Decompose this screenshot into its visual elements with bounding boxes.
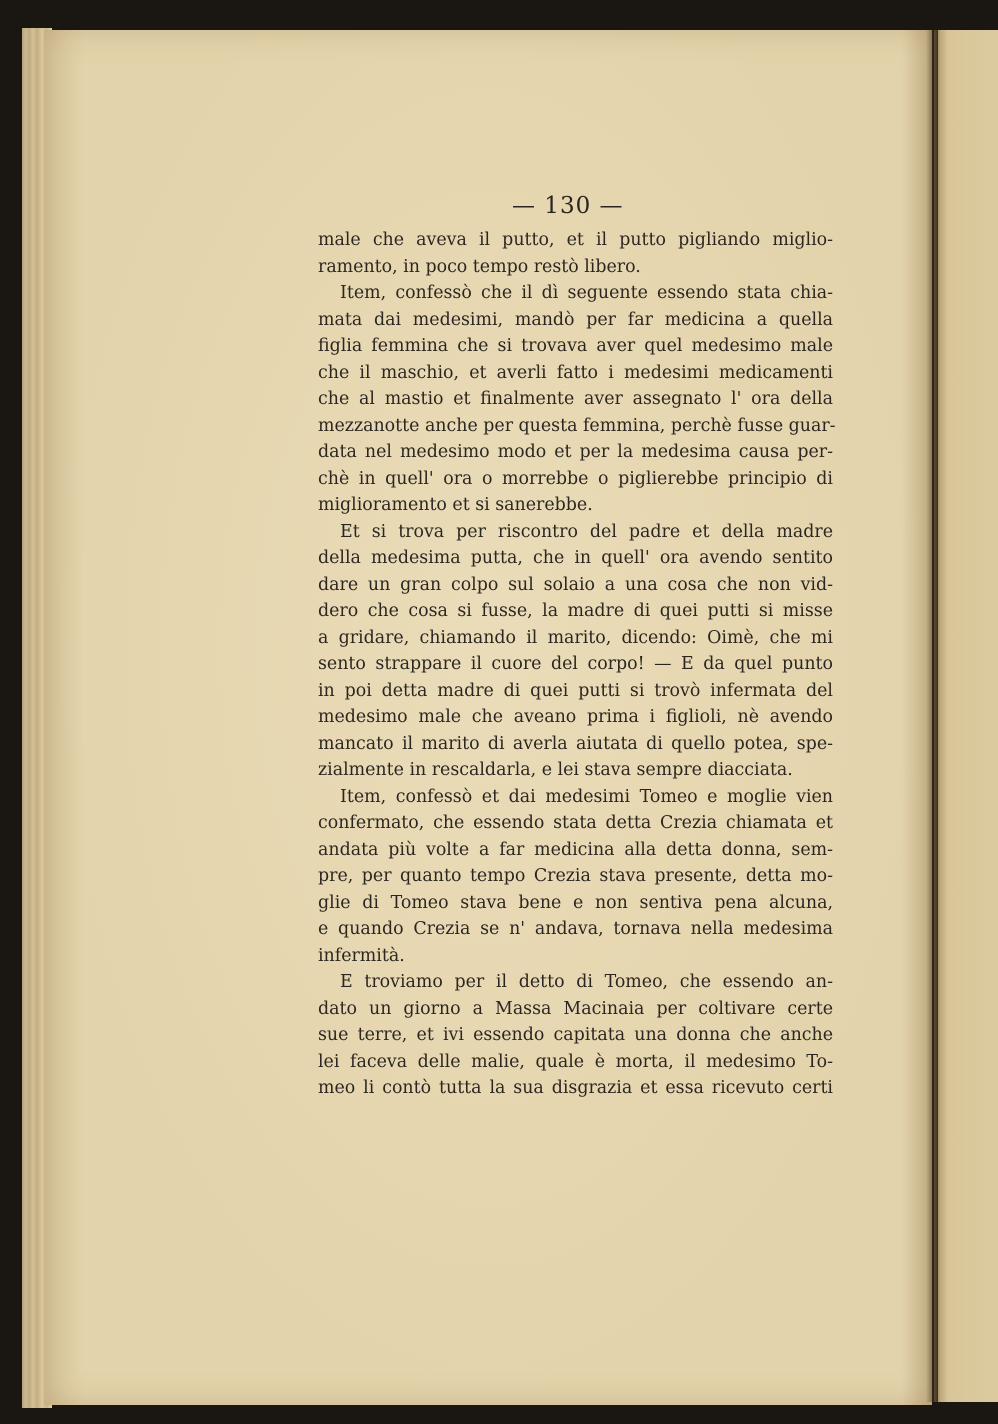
next-page-edge [934, 30, 998, 1402]
page-number: — 130 — [512, 193, 624, 219]
text-line: dare un gran colpo sul solaio a una cosa che non vid- [318, 574, 833, 595]
text-line: meo li contò tutta la sua disgrazia et essa ricevuto certi [318, 1078, 833, 1098]
text-line: Item, confessò che il dì seguente essendo stata chia- [340, 283, 833, 303]
text-line: dero che cosa si fusse, la madre di quei putti si misse [318, 601, 833, 621]
body-text [318, 227, 836, 1102]
text-line: lei faceva delle malie, quale è morta, il medesimo To- [318, 1051, 833, 1072]
binding-gutter [926, 30, 938, 1402]
text-line: data nel medesimo modo et per la medesima causa per- [318, 442, 833, 462]
text-line: zialmente in rescaldarla, e lei stava sempre diacciata. [318, 760, 793, 780]
text-line: sento strappare il cuore del corpo! — E da quel punto [318, 654, 833, 674]
text-line: mancato il marito di averla aiutata di quello potea, spe- [318, 733, 833, 754]
text-line: glie di Tomeo stava bene e non sentiva pena alcuna, [318, 892, 833, 913]
text-line: andata più volte a far medicina alla detta donna, sem- [318, 839, 833, 860]
text-line: miglioramento et si sanerebbe. [318, 495, 593, 515]
text-line: figlia femmina che si trovava aver quel medesimo male [318, 336, 833, 356]
text-line: che al mastio et finalmente aver assegnato l' ora della [318, 389, 833, 409]
text-line: ramento, in poco tempo restò libero. [318, 256, 641, 277]
text-line: che il maschio, et averli fatto i medesimi medicamenti [318, 362, 833, 383]
text-line: pre, per quanto tempo Crezia stava presente, detta mo- [318, 866, 833, 886]
text-line: E troviamo per il detto di Tomeo, che essendo an- [340, 972, 833, 992]
text-line: della medesima putta, che in quell' ora avendo sentito [318, 548, 833, 568]
text-line: confermato, che essendo stata detta Crezia chiamata et [318, 813, 833, 833]
text-line: Item, confessò et dai medesimi Tomeo e moglie vien [340, 786, 833, 807]
text-line: chè in quell' ora o morrebbe o piglierebbe principio di [318, 468, 833, 489]
text-line: in poi detta madre di quei putti si trovò infermata del [318, 680, 833, 701]
text-line: male che aveva il putto, et il putto pigliando miglio- [318, 230, 833, 250]
text-line: Et si trova per riscontro del padre et della madre [340, 521, 833, 542]
text-line: mata dai medesimi, mandò per far medicina a quella [318, 309, 833, 330]
text-line: medesimo male che aveano prima i figlioli, nè avendo [318, 707, 833, 727]
text-line: e quando Crezia se n' andava, tornava nella medesima [318, 919, 833, 939]
text-line: mezzanotte anche per questa femmina, perchè fusse guar- [318, 415, 836, 436]
text-line: sue terre, et ivi essendo capitata una donna che anche [318, 1025, 833, 1045]
text-line: dato un giorno a Massa Macinaia per coltivare certe [318, 998, 833, 1019]
text-line: infermità. [318, 945, 405, 966]
text-line: a gridare, chiamando il marito, dicendo: Oimè, che mi [318, 627, 833, 648]
